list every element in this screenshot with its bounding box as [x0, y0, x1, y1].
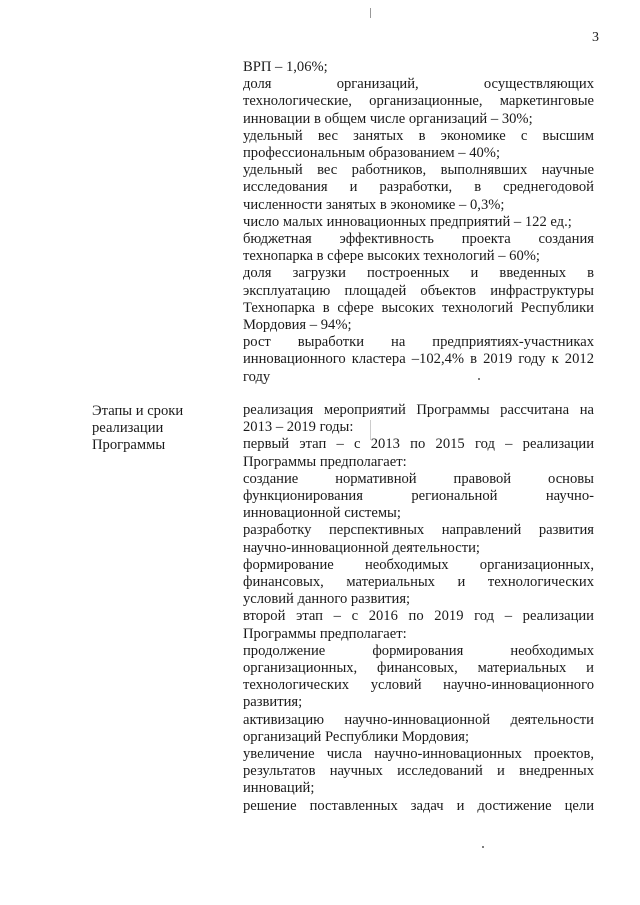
text-line: удельный вес работников, выполнявших научные [243, 162, 594, 179]
page-number: 3 [592, 30, 599, 45]
stages-text-block [243, 402, 594, 815]
text-line: удельный вес занятых в экономике с высшим [243, 127, 594, 144]
indicators-text-block [243, 59, 594, 386]
text-line: финансовых, материальных и технологических [243, 574, 594, 591]
stages-label [92, 403, 227, 454]
text-line: условий данного развития; [243, 591, 411, 608]
text-line: научно-инновационной деятельности; [243, 539, 480, 556]
text-line: технологические, организационные, маркетинговые [243, 93, 594, 110]
scan-fold-mark-top [370, 8, 371, 18]
text-line: увеличение числа научно-инновационных проектов, [243, 746, 594, 763]
text-line: организаций Республики Мордовия; [243, 728, 470, 745]
text-line: организационных, финансовых, материальных и [243, 660, 594, 677]
text-line: бюджетная эффективность проекта создания [243, 231, 594, 248]
text-line: доля загрузки построенных и введенных в [243, 265, 594, 282]
text-line: результатов научных исследований и внедренных [243, 763, 594, 780]
text-line: второй этап – с 2016 по 2019 год – реализации [243, 608, 594, 625]
scan-dot [482, 846, 484, 848]
text-line: профессиональным образованием – 40%; [243, 145, 500, 162]
text-line: Программы предполагает: [243, 453, 407, 470]
text-line: доля организаций, осуществляющих [243, 76, 594, 93]
text-line: Мордовия – 94%; [243, 317, 352, 334]
label-line: реализации [92, 420, 164, 436]
text-line: инновационного кластера –102,4% в 2019 году к 2012 [243, 351, 594, 368]
text-line: году [243, 368, 271, 385]
text-line: формирование необходимых организационных, [243, 556, 594, 573]
text-line: ВРП – 1,06%; [243, 59, 328, 75]
text-line: разработку перспективных направлений развития [243, 522, 594, 539]
label-line: Этапы и сроки [92, 403, 184, 419]
text-line: технопарка в сфере высоких технологий – 60%; [243, 248, 540, 265]
text-line: численности занятых в экономике – 0,3%; [243, 196, 505, 213]
text-line: решение поставленных задач и достижение цели [243, 797, 594, 814]
text-line: исследования и разработки, в среднегодовой [243, 179, 594, 196]
text-line: активизацию научно-инновационной деятельности [243, 711, 594, 728]
text-line: создание нормативной правовой основы [243, 470, 594, 487]
label-line: Программы [92, 437, 166, 453]
text-line: инновации в общем числе организаций – 30%; [243, 110, 533, 127]
text-line: число малых инновационных предприятий – 122 ед.; [243, 213, 572, 230]
text-line: 2013 – 2019 годы: [243, 419, 354, 436]
text-line: рост выработки на предприятиях-участниках [243, 334, 594, 351]
text-line: инновационной системы; [243, 505, 401, 522]
text-line: Программы предполагает: [243, 625, 407, 642]
text-line: Технопарка в сфере высоких технологий Республики [243, 299, 594, 316]
text-line: эксплуатацию площадей объектов инфраструктуры [243, 282, 594, 299]
text-line: первый этап – с 2013 по 2015 год – реализации [243, 436, 594, 453]
text-line: функционирования региональной научно- [243, 488, 594, 505]
text-line: инноваций; [243, 780, 315, 797]
text-line: развития; [243, 694, 303, 711]
text-line: технологических условий научно-инновационного [243, 677, 594, 694]
text-line: продолжение формирования необходимых [243, 642, 594, 659]
text-line: реализация мероприятий Программы рассчитана на [243, 402, 594, 418]
